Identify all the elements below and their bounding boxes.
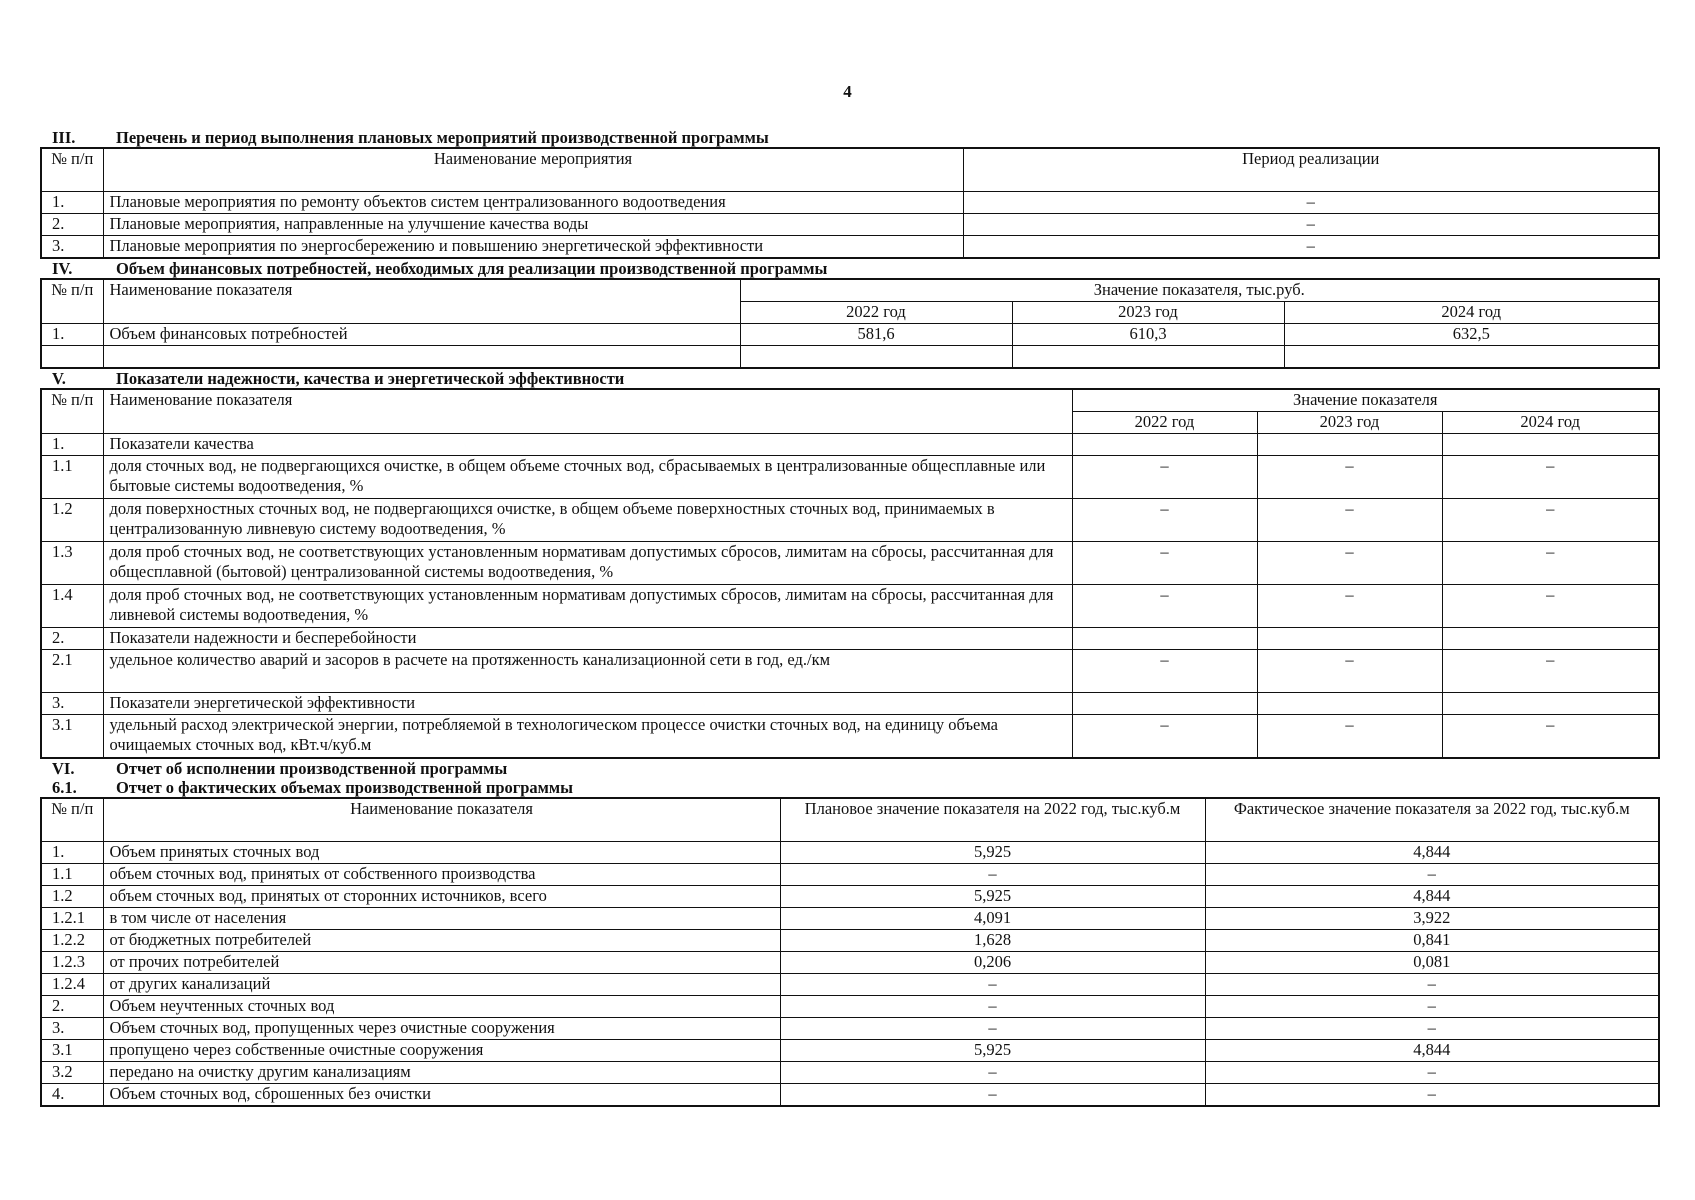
section-number: VI. xyxy=(52,759,75,778)
row-value-2023: – xyxy=(1257,499,1442,542)
table-row xyxy=(41,693,1659,715)
financial-needs-table xyxy=(40,278,1660,369)
column-header-year-2023: 2023 год xyxy=(1012,302,1284,324)
row-num: 2. xyxy=(41,996,103,1018)
row-num: 2. xyxy=(41,214,103,236)
row-value-2024 xyxy=(1442,693,1659,715)
row-value-2022: – xyxy=(1072,650,1257,693)
table-header-row xyxy=(41,389,1659,412)
row-value-2022: 581,6 xyxy=(740,324,1012,346)
row-value-2023: – xyxy=(1257,585,1442,628)
row-num: 3.1 xyxy=(41,715,103,759)
row-value-2024: – xyxy=(1442,715,1659,759)
section-6-heading xyxy=(40,759,1660,778)
table-row xyxy=(41,886,1659,908)
row-value-2023: – xyxy=(1257,650,1442,693)
row-value-2022 xyxy=(1072,628,1257,650)
row-plan-value: – xyxy=(780,974,1205,996)
section-4-heading xyxy=(40,259,1660,278)
row-name: удельный расход электрической энергии, потребляемой в технологическом процессе очистки сточных вод, на единицу объема очищаемых сточных вод, кВт.ч/куб.м xyxy=(103,715,1072,759)
row-num: 3. xyxy=(41,1018,103,1040)
row-fact-value: 4,844 xyxy=(1205,886,1659,908)
row-num: 1.2 xyxy=(41,499,103,542)
table-row-empty xyxy=(41,346,1659,369)
row-num: 2.1 xyxy=(41,650,103,693)
table-row xyxy=(41,996,1659,1018)
row-name: доля проб сточных вод, не соответствующих установленным нормативам допустимых сбросов, лимитам на сбросы, рассчитанная для общесплавной (бытовой) централизованной системы водоотведения, % xyxy=(103,542,1072,585)
column-header-year-2024: 2024 год xyxy=(1442,412,1659,434)
column-header-year-2022: 2022 год xyxy=(740,302,1012,324)
row-name: от бюджетных потребителей xyxy=(103,930,780,952)
row-plan-value: 4,091 xyxy=(780,908,1205,930)
row-name: Показатели надежности и бесперебойности xyxy=(103,628,1072,650)
row-fact-value: 0,081 xyxy=(1205,952,1659,974)
table-header-row xyxy=(41,279,1659,302)
row-value-2022: – xyxy=(1072,542,1257,585)
row-value-2024: – xyxy=(1442,456,1659,499)
row-value-2023: – xyxy=(1257,542,1442,585)
table-row xyxy=(41,1062,1659,1084)
column-header-value: Значение показателя xyxy=(1072,389,1659,412)
row-value-2023: – xyxy=(1257,715,1442,759)
table-row xyxy=(41,1040,1659,1062)
row-value-2024: – xyxy=(1442,585,1659,628)
row-name: объем сточных вод, принятых от собственного производства xyxy=(103,864,780,886)
column-header-value: Значение показателя, тыс.руб. xyxy=(740,279,1659,302)
row-num: 1.4 xyxy=(41,585,103,628)
row-value-2024 xyxy=(1442,628,1659,650)
section-title: Перечень и период выполнения плановых мероприятий производственной программы xyxy=(116,128,769,147)
row-name: Объем принятых сточных вод xyxy=(103,842,780,864)
row-fact-value: 4,844 xyxy=(1205,842,1659,864)
row-fact-value: – xyxy=(1205,864,1659,886)
row-plan-value: – xyxy=(780,864,1205,886)
subsection-number: 6.1. xyxy=(52,778,77,797)
table-row xyxy=(41,842,1659,864)
table-row xyxy=(41,974,1659,996)
row-num: 1.1 xyxy=(41,864,103,886)
table-row xyxy=(41,236,1659,259)
column-header-num: № п/п xyxy=(41,389,103,434)
column-header-fact: Фактическое значение показателя за 2022 год, тыс.куб.м xyxy=(1205,798,1659,842)
row-value-2024: 632,5 xyxy=(1284,324,1659,346)
row-value-2024: – xyxy=(1442,542,1659,585)
table-row xyxy=(41,542,1659,585)
row-plan-value: – xyxy=(780,996,1205,1018)
row-name: пропущено через собственные очистные сооружения xyxy=(103,1040,780,1062)
row-value-2023 xyxy=(1257,434,1442,456)
section-5-heading xyxy=(40,369,1660,388)
row-value-2024: – xyxy=(1442,499,1659,542)
actual-volumes-table xyxy=(40,797,1660,1107)
table-body xyxy=(41,434,1659,759)
table-row xyxy=(41,952,1659,974)
row-period: – xyxy=(963,236,1659,259)
row-name: от прочих потребителей xyxy=(103,952,780,974)
column-header-name: Наименование показателя xyxy=(103,389,1072,434)
row-plan-value: 5,925 xyxy=(780,1040,1205,1062)
row-num: 3.1 xyxy=(41,1040,103,1062)
row-name: Плановые мероприятия, направленные на улучшение качества воды xyxy=(103,214,963,236)
table-row xyxy=(41,908,1659,930)
table-header-row xyxy=(41,798,1659,842)
table-body xyxy=(41,192,1659,259)
table-row xyxy=(41,1018,1659,1040)
row-value-2024: – xyxy=(1442,650,1659,693)
row-value-2022: – xyxy=(1072,585,1257,628)
row-fact-value: 3,922 xyxy=(1205,908,1659,930)
column-header-period: Период реализации xyxy=(963,148,1659,192)
row-num: 1.2.4 xyxy=(41,974,103,996)
row-fact-value: 4,844 xyxy=(1205,1040,1659,1062)
page-number: 4 xyxy=(843,82,852,101)
row-fact-value: 0,841 xyxy=(1205,930,1659,952)
section-title: Показатели надежности, качества и энергетической эффективности xyxy=(116,369,625,388)
row-num: 4. xyxy=(41,1084,103,1107)
section-title: Объем финансовых потребностей, необходимых для реализации производственной программы xyxy=(116,259,828,278)
table-row xyxy=(41,434,1659,456)
row-name: в том числе от населения xyxy=(103,908,780,930)
column-header-year-2024: 2024 год xyxy=(1284,302,1659,324)
subsection-title: Отчет о фактических объемах производственной программы xyxy=(116,778,574,797)
row-name: от других канализаций xyxy=(103,974,780,996)
row-name: Показатели качества xyxy=(103,434,1072,456)
table-row xyxy=(41,715,1659,759)
section-number: V. xyxy=(52,369,66,388)
row-value-2022: – xyxy=(1072,456,1257,499)
column-header-num: № п/п xyxy=(41,148,103,192)
row-name: доля поверхностных сточных вод, не подвергающихся очистке, в общем объеме поверхностных сточных вод, принимаемых в централизованную ливневую систему водоотведения, % xyxy=(103,499,1072,542)
section-title: Отчет об исполнении производственной программы xyxy=(116,759,508,778)
row-name: удельное количество аварий и засоров в расчете на протяженность канализационной сети в год, ед./км xyxy=(103,650,1072,693)
row-name: передано на очистку другим канализациям xyxy=(103,1062,780,1084)
row-plan-value: 5,925 xyxy=(780,842,1205,864)
row-plan-value: 5,925 xyxy=(780,886,1205,908)
row-num: 1. xyxy=(41,434,103,456)
column-header-year-2022: 2022 год xyxy=(1072,412,1257,434)
row-plan-value: – xyxy=(780,1062,1205,1084)
row-plan-value: 1,628 xyxy=(780,930,1205,952)
row-num: 1. xyxy=(41,192,103,214)
row-fact-value: – xyxy=(1205,996,1659,1018)
row-name: Объем сточных вод, пропущенных через очистные сооружения xyxy=(103,1018,780,1040)
column-header-num: № п/п xyxy=(41,798,103,842)
column-header-plan: Плановое значение показателя на 2022 год, тыс.куб.м xyxy=(780,798,1205,842)
reliability-quality-table xyxy=(40,388,1660,759)
row-fact-value: – xyxy=(1205,1084,1659,1107)
row-value-2023 xyxy=(1257,628,1442,650)
table-row xyxy=(41,456,1659,499)
row-name: объем сточных вод, принятых от сторонних источников, всего xyxy=(103,886,780,908)
row-name: Плановые мероприятия по ремонту объектов систем централизованного водоотведения xyxy=(103,192,963,214)
row-value-2023: – xyxy=(1257,456,1442,499)
row-value-2022 xyxy=(1072,434,1257,456)
row-value-2022: – xyxy=(1072,499,1257,542)
table-row xyxy=(41,214,1659,236)
column-header-name: Наименование показателя xyxy=(103,279,740,324)
row-value-2023: 610,3 xyxy=(1012,324,1284,346)
column-header-name: Наименование мероприятия xyxy=(103,148,963,192)
row-num: 2. xyxy=(41,628,103,650)
row-plan-value: – xyxy=(780,1084,1205,1107)
row-num: 1.2 xyxy=(41,886,103,908)
row-name: доля проб сточных вод, не соответствующих установленным нормативам допустимых сбросов, лимитам на сбросы, рассчитанная для ливневой системы водоотведения, % xyxy=(103,585,1072,628)
table-row xyxy=(41,650,1659,693)
row-name: Объем финансовых потребностей xyxy=(103,324,740,346)
row-num: 1.2.2 xyxy=(41,930,103,952)
row-plan-value: 0,206 xyxy=(780,952,1205,974)
row-period: – xyxy=(963,214,1659,236)
planned-activities-table xyxy=(40,147,1660,259)
row-num: 3. xyxy=(41,236,103,259)
row-num: 1.1 xyxy=(41,456,103,499)
row-name: Объем сточных вод, сброшенных без очистки xyxy=(103,1084,780,1107)
row-name: Объем неучтенных сточных вод xyxy=(103,996,780,1018)
row-value-2023 xyxy=(1257,693,1442,715)
table-row xyxy=(41,1084,1659,1107)
row-fact-value: – xyxy=(1205,1062,1659,1084)
table-row xyxy=(41,499,1659,542)
row-num: 3. xyxy=(41,693,103,715)
table-body xyxy=(41,842,1659,1107)
document-body xyxy=(40,128,1660,1107)
column-header-num: № п/п xyxy=(41,279,103,324)
section-3-heading xyxy=(40,128,1660,147)
table-row xyxy=(41,324,1659,346)
column-header-year-2023: 2023 год xyxy=(1257,412,1442,434)
row-value-2022 xyxy=(1072,693,1257,715)
row-num: 1.2.1 xyxy=(41,908,103,930)
row-name: доля сточных вод, не подвергающихся очистке, в общем объеме сточных вод, сбрасываемых в централизованные общесплавные или бытовые системы водоотведения, % xyxy=(103,456,1072,499)
row-plan-value: – xyxy=(780,1018,1205,1040)
row-fact-value: – xyxy=(1205,974,1659,996)
table-row xyxy=(41,930,1659,952)
row-fact-value: – xyxy=(1205,1018,1659,1040)
section-number: IV. xyxy=(52,259,73,278)
row-value-2022: – xyxy=(1072,715,1257,759)
table-row xyxy=(41,864,1659,886)
row-num: 1. xyxy=(41,842,103,864)
table-header-row xyxy=(41,148,1659,192)
row-name: Показатели энергетической эффективности xyxy=(103,693,1072,715)
row-name: Плановые мероприятия по энергосбережению и повышению энергетической эффективности xyxy=(103,236,963,259)
table-row xyxy=(41,628,1659,650)
row-num: 3.2 xyxy=(41,1062,103,1084)
table-row xyxy=(41,192,1659,214)
row-period: – xyxy=(963,192,1659,214)
row-num: 1.2.3 xyxy=(41,952,103,974)
table-row xyxy=(41,585,1659,628)
section-6-1-heading xyxy=(40,778,1660,797)
row-value-2024 xyxy=(1442,434,1659,456)
section-number: III. xyxy=(52,128,76,147)
row-num: 1.3 xyxy=(41,542,103,585)
column-header-name: Наименование показателя xyxy=(103,798,780,842)
row-num: 1. xyxy=(41,324,103,346)
